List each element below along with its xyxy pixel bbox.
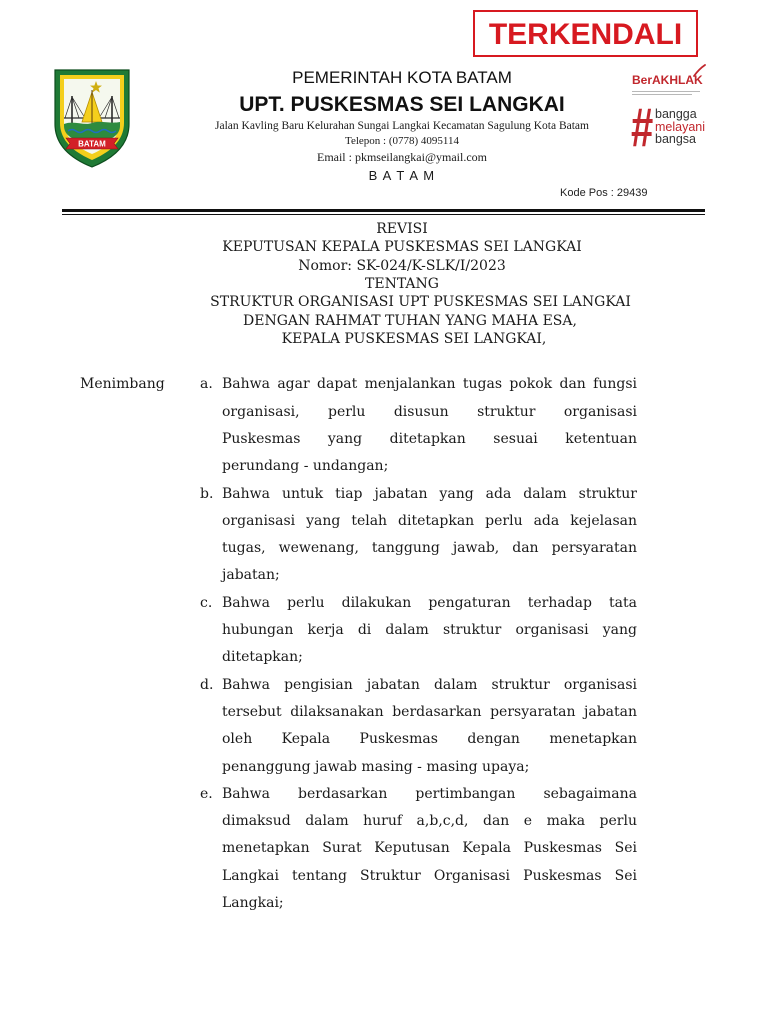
item-letter: d. (200, 676, 214, 693)
logo-word-bangga: bangga (655, 107, 697, 121)
address-line: Jalan Kavling Baru Kelurahan Sungai Langkai Kecamatan Sagulung Kota Batam (215, 120, 589, 132)
controlled-copy-stamp (473, 10, 698, 57)
item-letter: a. (200, 376, 213, 393)
considerations-list (200, 371, 637, 917)
decree-heading: KEPUTUSAN KEPALA PUSKESMAS SEI LANGKAI (222, 239, 582, 256)
letterhead-divider (62, 209, 705, 215)
berakhlak-swoosh-icon (692, 64, 706, 78)
text-line: Bahwa untuk tiap jabatan yang ada dalam struktur (222, 485, 637, 502)
hashtag-glyph: # (631, 104, 654, 150)
text-line: Langkai tentang Struktur Organisasi Puskesmas Sei (222, 867, 637, 884)
decree-title-block (62, 220, 742, 348)
text-line: organisasi, perlu disusun struktur organisasi (222, 403, 637, 420)
bangga-melayani-bangsa-logo (655, 108, 705, 146)
text-line: ditetapkan; (222, 649, 303, 666)
about-label: TENTANG (365, 275, 439, 292)
consideration-item-c (200, 590, 637, 672)
item-letter: c. (200, 594, 213, 611)
hashtag-icon (630, 104, 658, 150)
consideration-item-a (200, 371, 637, 480)
stamp-label: TERKENDALI (488, 18, 683, 51)
text-line: tugas, wewenang, tanggung jawab, dan persyaratan (222, 540, 637, 557)
text-line: Puskesmas yang ditetapkan sesuai ketentuan (222, 430, 637, 447)
official-line: KEPALA PUSKESMAS SEI LANGKAI, (281, 330, 547, 347)
consideration-item-b (200, 481, 637, 590)
decree-number: Nomor: SK-024/K-SLK/I/2023 (298, 257, 506, 274)
considerations-label: Menimbang (80, 376, 165, 393)
text-line: Bahwa perlu dilakukan pengaturan terhadap tata (222, 594, 637, 611)
crest-ribbon-label: BATAM (78, 139, 106, 149)
postal-code: Kode Pos : 29439 (560, 187, 648, 199)
logo-word-bangsa: bangsa (655, 132, 697, 146)
text-line: Bahwa agar dapat menjalankan tugas pokok dan fungsi (222, 376, 637, 393)
item-text (222, 672, 637, 781)
text-line: jabatan; (222, 567, 280, 584)
institution-name: UPT. PUSKESMAS SEI LANGKAI (239, 93, 565, 116)
item-text (222, 481, 637, 590)
illegible-tagline-line (632, 91, 700, 92)
text-line: tersebut dilaksanakan berdasarkan persyaratan jabatan (222, 703, 637, 720)
item-text (222, 590, 637, 672)
consideration-item-e (200, 781, 637, 917)
revision-label: REVISI (376, 221, 428, 237)
text-line: perundang - undangan; (222, 458, 389, 475)
text-line: Langkai; (222, 894, 284, 911)
item-text (222, 781, 637, 917)
text-line: Bahwa pengisian jabatan dalam struktur organisasi (222, 676, 637, 693)
phone-line: Telepon : (0778) 4095114 (345, 135, 459, 147)
city-line: B A T A M (368, 168, 436, 183)
item-letter: b. (200, 485, 214, 502)
text-line: oleh Kepala Puskesmas dengan menetapkan (222, 731, 637, 748)
item-letter: e. (200, 785, 213, 802)
illegible-tagline-line (632, 94, 692, 95)
item-text (222, 371, 637, 480)
text-line: Bahwa berdasarkan pertimbangan sebagaimana (222, 785, 637, 802)
government-name: PEMERINTAH KOTA BATAM (292, 68, 512, 87)
decree-subject: STRUKTUR ORGANISASI UPT PUSKESMAS SEI LANGKAI (210, 294, 631, 311)
text-line: organisasi yang telah ditetapkan perlu ada kejelasan (222, 512, 637, 529)
text-line: dimaksud dalam huruf a,b,c,d, dan e maka perlu (222, 813, 637, 830)
consideration-item-d (200, 672, 637, 781)
text-line: hubungan kerja di dalam struktur organisasi yang (222, 622, 637, 639)
invocation-line: DENGAN RAHMAT TUHAN YANG MAHA ESA, (243, 312, 577, 329)
text-line: penanggung jawab masing - masing upaya; (222, 758, 530, 775)
text-line: menetapkan Surat Keputusan Kepala Puskesmas Sei (222, 840, 637, 857)
logo-word-melayani: melayani (655, 119, 706, 134)
berakhlak-wordmark: BerAKHLAK (632, 73, 703, 87)
email-line: Email : pkmseilangkai@ymail.com (316, 150, 487, 164)
